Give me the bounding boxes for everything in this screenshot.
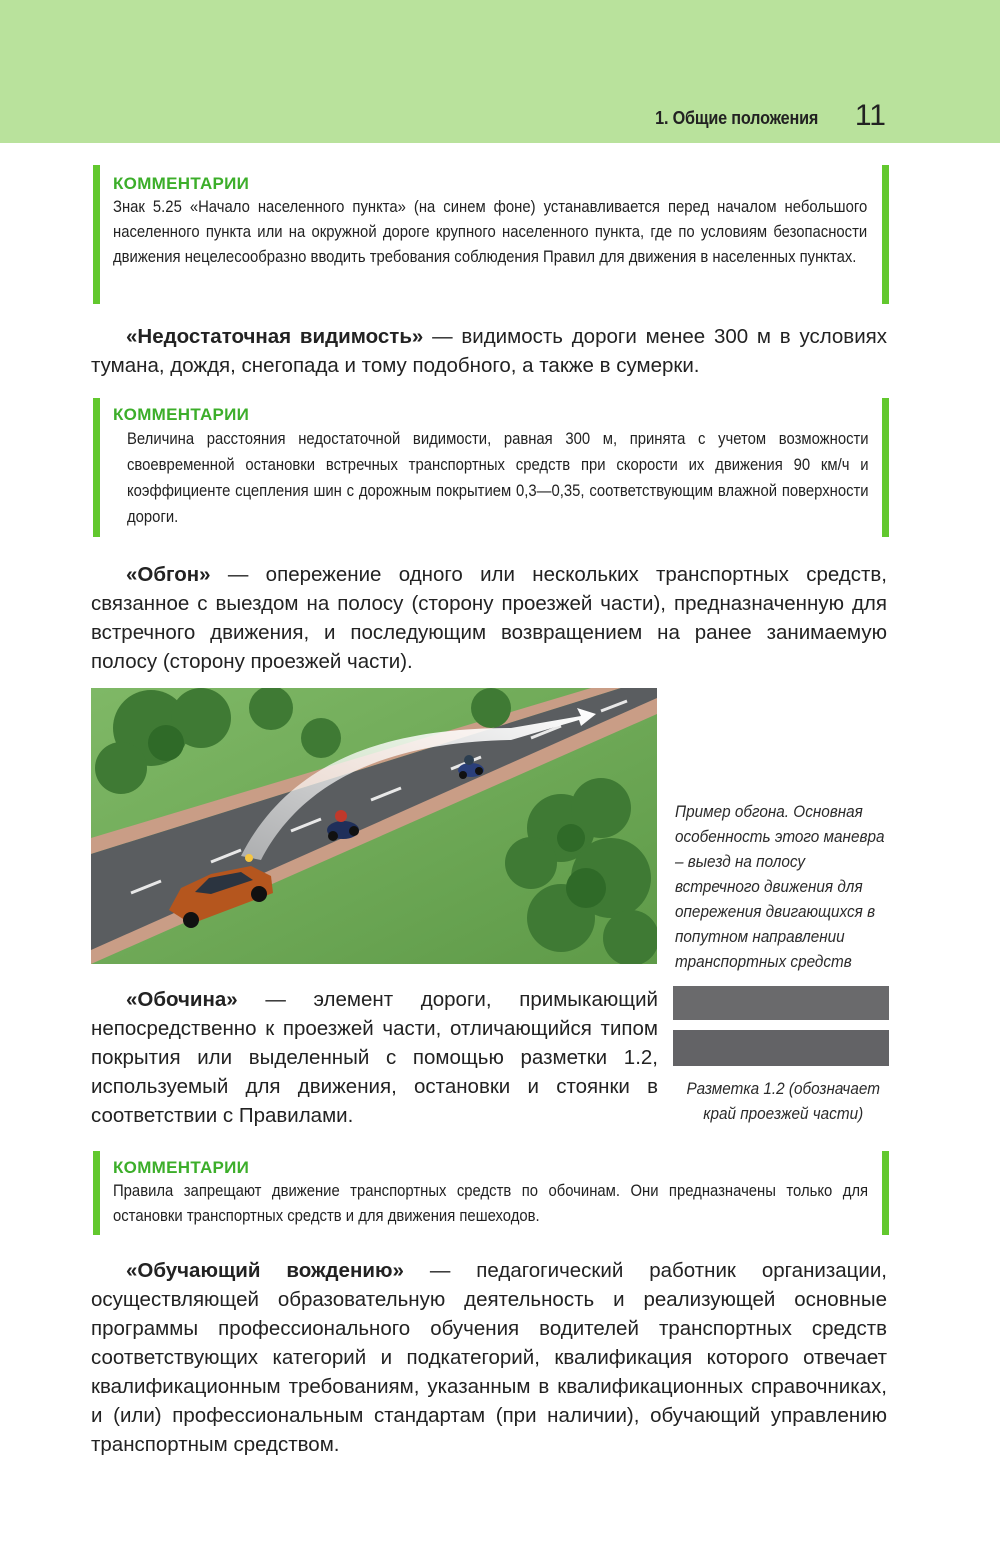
comment-box-2 xyxy=(93,398,889,537)
definition-shoulder xyxy=(91,985,658,1130)
comment-heading: КОММЕНТАРИИ xyxy=(113,1158,250,1177)
comment-bar-left xyxy=(93,398,100,537)
road-marking-icon xyxy=(673,986,889,1066)
comment-bar-left xyxy=(93,1151,100,1235)
definition-text: — педагогический работник организации, осуществляющей образовательную деятельность и реализующей основные программы профессионального обучения водителей транспортных средств соответствующих категорий и подкатегорий, квалификация которого отвечает квалификационным требованиям, указанным в квалификационных справочниках, и (или) профессиональным стандартам (при наличии), обучающий управлению транспортным средством. xyxy=(91,1259,887,1456)
comment-box-3 xyxy=(93,1151,889,1235)
comment-heading: КОММЕНТАРИИ xyxy=(113,405,250,424)
page-number: 11 xyxy=(854,99,886,132)
term: «Обочина» xyxy=(126,988,238,1011)
header-band xyxy=(0,0,1000,143)
comment-text: Знак 5.25 «Начало населенного пункта» (на синем фоне) устанавливается перед началом небольшого населенного пункта или на окружной дороге крупного населенного пункта, где по условиям безопасности движения нецелесообразно вводить требования соблюдения Правил для движения в населенных пунктах. xyxy=(113,198,868,266)
comment-text: Правила запрещают движение транспортных средств по обочинам. Они предназначены только для остановки транспортных средств и для движения пешеходов. xyxy=(113,1182,869,1225)
overtaking-illustration xyxy=(91,688,657,964)
marking-1-2-illustration xyxy=(673,986,889,1066)
comment-bar-right xyxy=(882,165,889,304)
overtaking-caption: Пример обгона. Основная особенность этого маневра – выезд на полосу встречного движения для опережения двигающихся в попутном направлении транспортных средств xyxy=(675,802,885,971)
definition-text: — элемент дороги, примыкающий непосредственно к проезжей части, отличающийся типом покрытия или выделенный с помощью разметки 1.2, используемый для движения, остановки и стоянки в соответствии с Правилами. xyxy=(91,988,658,1127)
definition-insufficient-visibility xyxy=(91,322,887,380)
comment-box-1 xyxy=(93,165,889,304)
definition-driving-instructor xyxy=(91,1256,887,1459)
definition-text: — опережение одного или нескольких транспортных средств, связанное с выездом на полосу (сторону проезжей части), предназначенную для встречного движения, и последующим возвращением на ранее занимаемую полосу (сторону проезжей части). xyxy=(91,563,887,673)
marking-caption: Разметка 1.2 (обозначает край проезжей части) xyxy=(686,1079,880,1123)
term: «Недостаточная видимость» xyxy=(126,325,424,348)
definition-text: — видимость дороги менее 300 м в условиях тумана, дождя, снегопада и тому подобного, а также в сумерки. xyxy=(91,325,887,377)
comment-bar-right xyxy=(882,398,889,537)
section-title: 1. Общие положения xyxy=(654,108,818,128)
comment-text: Величина расстояния недостаточной видимости, равная 300 м, принята с учетом возможности своевременной остановки встречных транспортных средств при скорости их движения 90 км/ч и коэффициенте сцепления шин с дорожным покрытием 0,3—0,35, соответствующим влажной поверхности дороги. xyxy=(127,430,869,526)
overtaking-scene-icon xyxy=(91,688,657,964)
comment-bar-right xyxy=(882,1151,889,1235)
comment-heading: КОММЕНТАРИИ xyxy=(113,174,250,193)
definition-overtaking xyxy=(91,560,887,676)
term: «Обучающий вождению» xyxy=(126,1259,404,1282)
term: «Обгон» xyxy=(126,563,211,586)
comment-bar-left xyxy=(93,165,100,304)
